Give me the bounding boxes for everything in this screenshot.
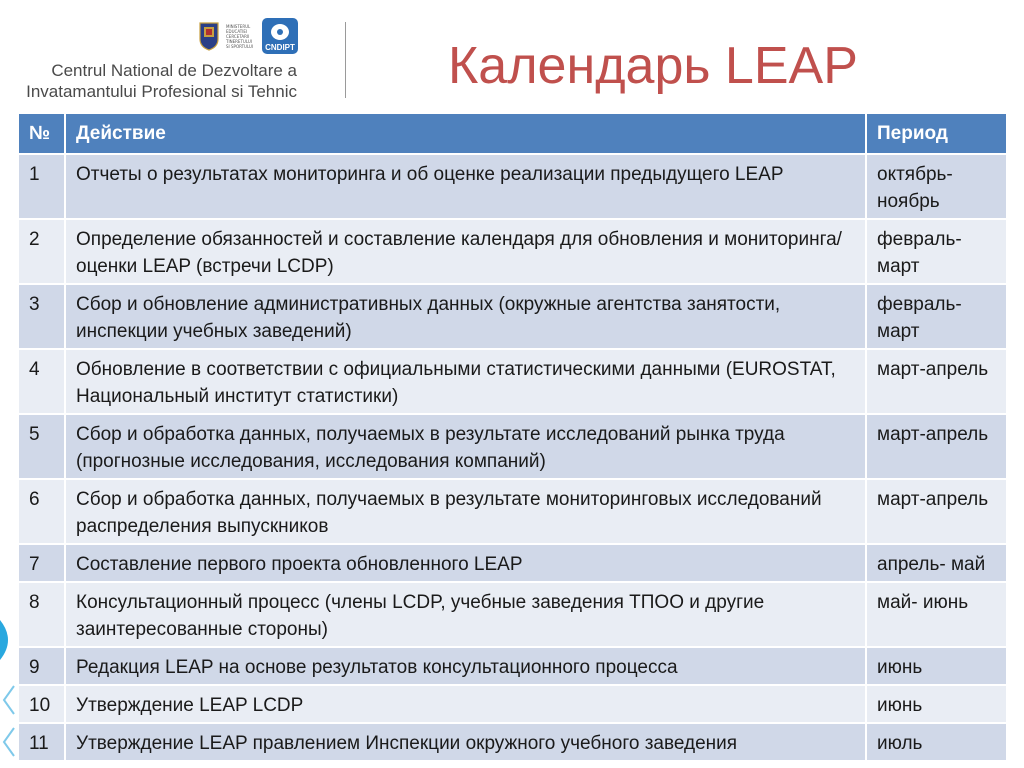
table-row (18, 723, 1007, 761)
row-number: 8 (18, 582, 65, 647)
table-row (18, 414, 1007, 479)
row-action: Сбор и обработка данных, получаемых в результате исследований рынка труда (прогнозные исследования, исследования компаний) (65, 414, 866, 479)
row-period: февраль-март (866, 284, 1007, 349)
table-row (18, 544, 1007, 582)
table-header-row (18, 113, 1007, 154)
table-row (18, 685, 1007, 723)
slide-title: Календарь LEAP (448, 37, 858, 95)
header-number: № (18, 113, 65, 154)
row-period: март-апрель (866, 349, 1007, 414)
cndipt-logo (262, 18, 298, 54)
table-row (18, 582, 1007, 647)
table-row (18, 154, 1007, 219)
row-period: октябрь-ноябрь (866, 154, 1007, 219)
table-row (18, 349, 1007, 414)
org-line-1: Centrul National de Dezvoltare a (51, 61, 297, 80)
row-period: май- июнь (866, 582, 1007, 647)
ministry-seal-icon (198, 21, 220, 51)
row-number: 3 (18, 284, 65, 349)
organization-name (20, 60, 297, 102)
row-period: март-апрель (866, 414, 1007, 479)
row-number: 7 (18, 544, 65, 582)
logo-group (198, 18, 298, 54)
slide-header (0, 0, 1024, 112)
row-action: Составление первого проекта обновленного LEAP (65, 544, 866, 582)
row-number: 9 (18, 647, 65, 685)
calendar-table (17, 112, 1008, 762)
cndipt-label: CNDIPT (265, 43, 295, 52)
row-number: 5 (18, 414, 65, 479)
ministry-text: MINISTERUL EDUCATIEI CERCETARII TINERETULUI SI SPORTULUI (226, 23, 254, 49)
row-action: Утверждение LEAP правлением Инспекции окружного учебного заведения (65, 723, 866, 761)
table-row (18, 284, 1007, 349)
row-number: 4 (18, 349, 65, 414)
table-row (18, 647, 1007, 685)
row-period: апрель- май (866, 544, 1007, 582)
row-period: июнь (866, 647, 1007, 685)
row-number: 11 (18, 723, 65, 761)
header-period: Период (866, 113, 1007, 154)
row-action: Обновление в соответствии с официальными статистическими данными (EUROSTAT, Национальный институт статистики) (65, 349, 866, 414)
row-period: июль (866, 723, 1007, 761)
header-divider (345, 22, 346, 98)
row-action: Консультационный процесс (члены LCDP, учебные заведения ТПОО и другие заинтересованные стороны) (65, 582, 866, 647)
row-action: Утверждение LEAP LCDP (65, 685, 866, 723)
row-action: Сбор и обновление административных данных (окружные агентства занятости, инспекции учебных заведений) (65, 284, 866, 349)
row-period: февраль-март (866, 219, 1007, 284)
row-action: Отчеты о результатах мониторинга и об оценке реализации предыдущего LEAP (65, 154, 866, 219)
row-period: март-апрель (866, 479, 1007, 544)
row-number: 2 (18, 219, 65, 284)
row-number: 10 (18, 685, 65, 723)
row-period: июнь (866, 685, 1007, 723)
row-action: Сбор и обработка данных, получаемых в результате мониторинговых исследований распределения выпускников (65, 479, 866, 544)
org-line-2: Invatamantului Profesional si Tehnic (26, 82, 297, 101)
row-number: 1 (18, 154, 65, 219)
table-row (18, 479, 1007, 544)
row-action: Редакция LEAP на основе результатов консультационного процесса (65, 647, 866, 685)
left-arrow-decoration-icon (0, 600, 18, 768)
header-action: Действие (65, 113, 866, 154)
table-row (18, 219, 1007, 284)
row-action: Определение обязанностей и составление календаря для обновления и мониторинга/оценки LEAP (встречи LCDP) (65, 219, 866, 284)
row-number: 6 (18, 479, 65, 544)
